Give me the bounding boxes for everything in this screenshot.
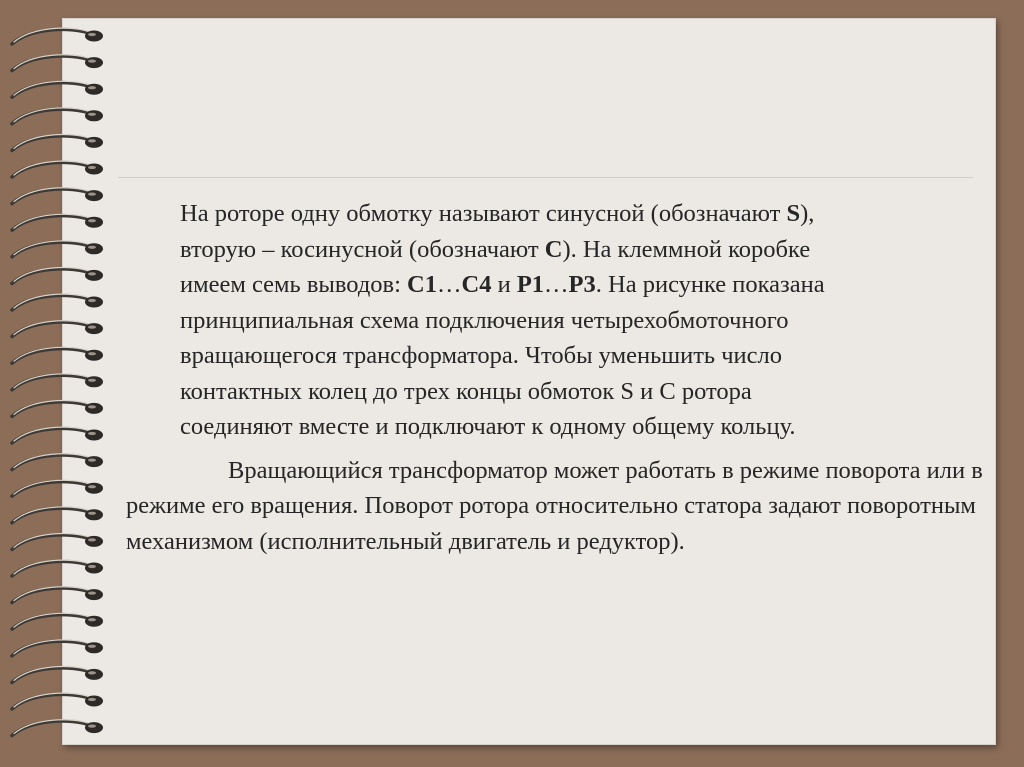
spiral-ring xyxy=(12,667,103,683)
spiral-ring xyxy=(12,321,103,337)
text-segment: имеем семь выводов: xyxy=(180,271,408,298)
spiral-ring xyxy=(12,427,103,443)
spiral-ring xyxy=(12,720,103,736)
symbol-c: С xyxy=(544,235,563,263)
symbol-c4: С4 xyxy=(461,271,492,298)
spiral-ring xyxy=(12,480,103,496)
spiral-ring xyxy=(12,454,103,470)
spiral-ring xyxy=(12,347,103,363)
spiral-ring xyxy=(12,640,103,656)
text-segment: и xyxy=(491,271,517,298)
text-segment: На роторе одну обмотку называют синусной (обозначают xyxy=(180,200,787,227)
spiral-ring xyxy=(12,188,103,204)
text-line: соединяют вместе и подключают к одному общему кольцу. xyxy=(180,413,796,440)
symbol-p1: Р1 xyxy=(516,271,545,298)
spiral-ring xyxy=(12,81,103,97)
header-rule-line xyxy=(118,177,973,178)
paragraph-1 xyxy=(126,196,986,445)
text-line: контактных колец до трех концы обмоток S и С ротора xyxy=(180,377,752,405)
spiral-ring xyxy=(12,374,103,390)
spiral-ring xyxy=(12,294,103,310)
paragraph-2: Вращающийся трансформатор может работать в режиме поворота или в режиме его вращения. Поворот ротора относительно статора задают поворотным механизмом (исполнительный двигатель и редуктор). xyxy=(126,456,983,555)
spiral-ring xyxy=(12,161,103,177)
text-segment: вторую – косинусной (обозначают xyxy=(180,235,545,263)
spiral-binding xyxy=(0,18,120,748)
spiral-ring xyxy=(12,534,103,550)
ellipsis: … xyxy=(437,271,462,298)
text-segment: ). На клеммной коробке xyxy=(562,235,811,263)
ellipsis: … xyxy=(544,271,569,298)
text-line: принципиальная схема подключения четырехобмоточного xyxy=(180,306,789,334)
spiral-ring xyxy=(12,241,103,257)
symbol-p3: Р3 xyxy=(568,271,596,298)
spiral-ring xyxy=(12,613,103,629)
spiral-ring xyxy=(12,401,103,417)
spiral-ring xyxy=(12,135,103,151)
spiral-ring xyxy=(12,214,103,230)
body-text xyxy=(126,196,986,559)
spiral-ring xyxy=(12,693,103,709)
text-segment: ), xyxy=(800,200,815,227)
spiral-ring xyxy=(12,560,103,576)
text-line: вращающегося трансформатора. Чтобы уменьшить число xyxy=(180,342,783,369)
text-segment: . На рисунке показана xyxy=(595,271,825,298)
spiral-ring xyxy=(12,55,103,71)
spiral-ring xyxy=(12,507,103,523)
spiral-ring xyxy=(12,108,103,124)
spiral-ring xyxy=(12,268,103,284)
spiral-ring xyxy=(12,28,103,44)
symbol-c1: С1 xyxy=(407,271,437,298)
spiral-ring xyxy=(12,587,103,603)
symbol-s: S xyxy=(786,200,801,227)
